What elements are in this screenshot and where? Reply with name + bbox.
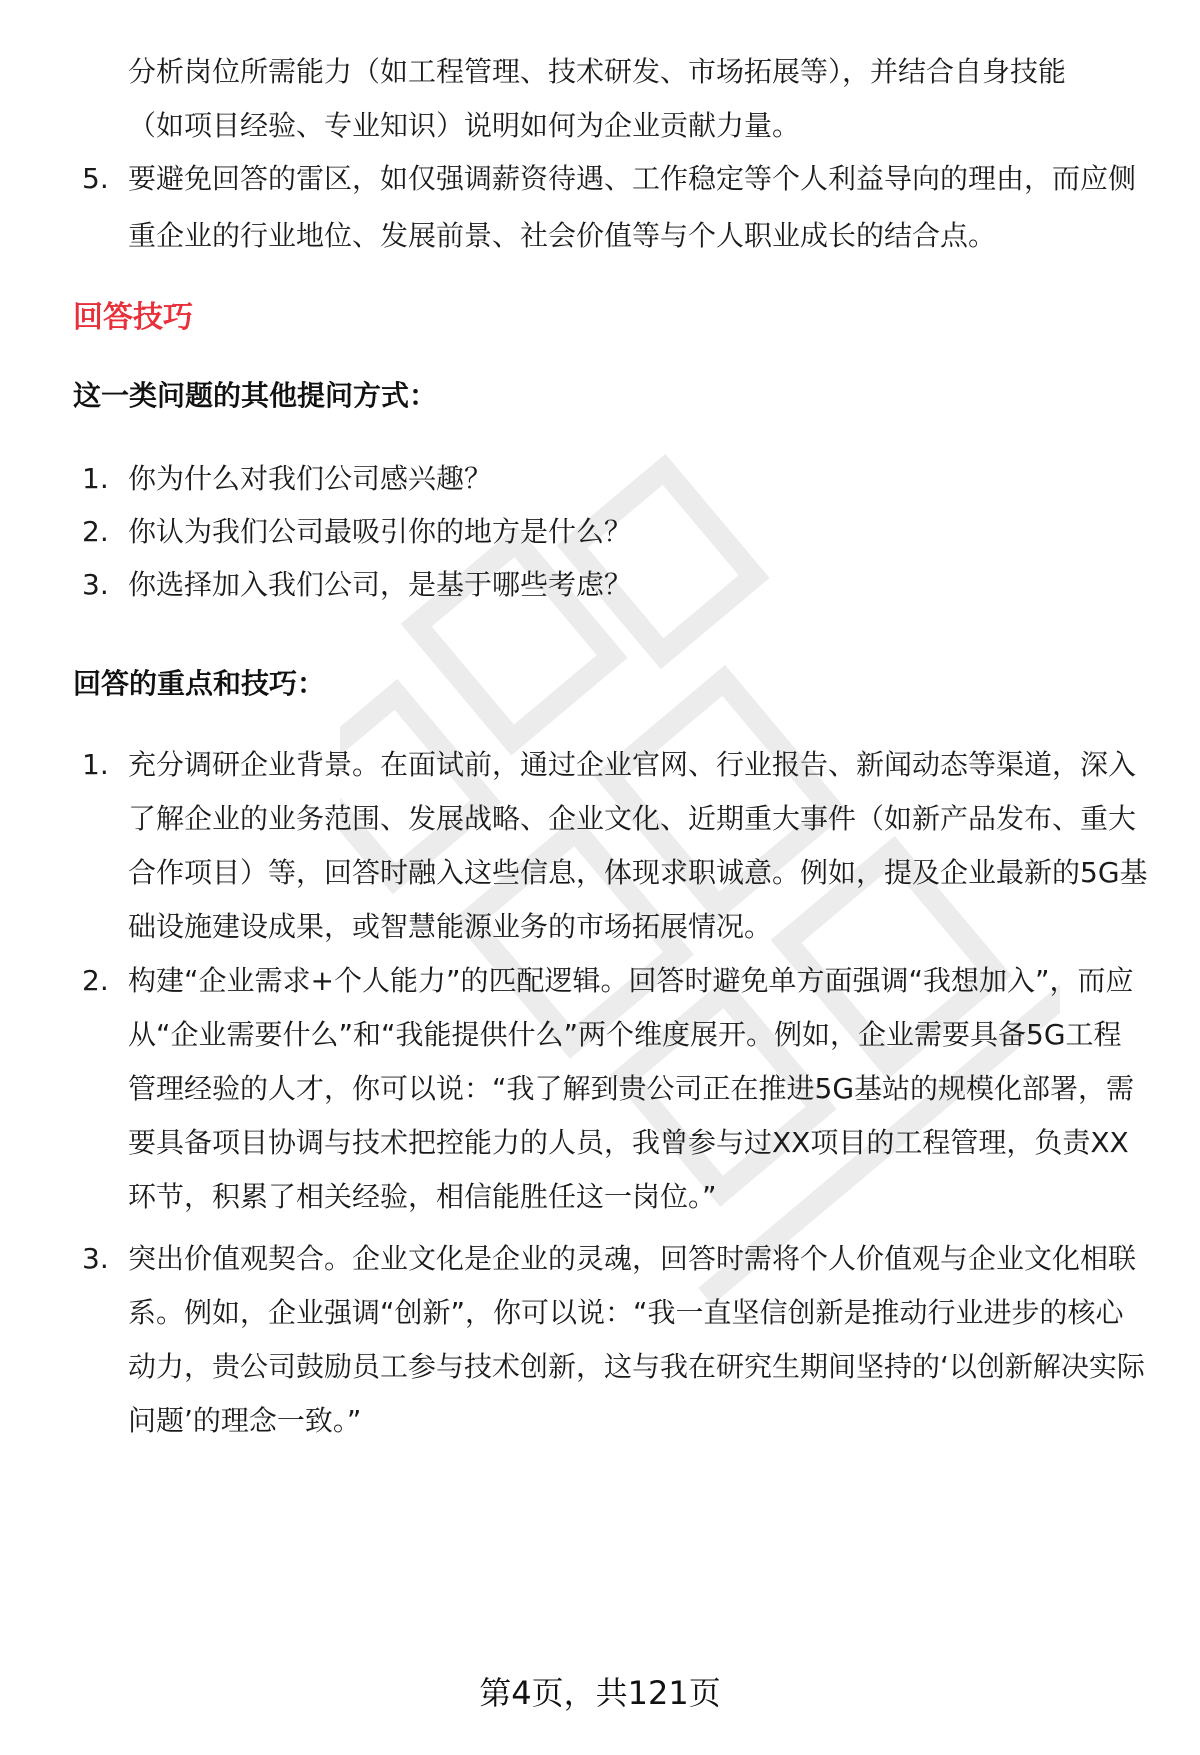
key-points-list bbox=[82, 738, 1148, 1448]
list-item-text: 突出价值观契合。企业文化是企业的灵魂，回答时需将个人价值观与企业文化相联系。例如，企业强调“创新”，你可以说：“我一直坚信创新是推动行业进步的核心动力，贵公司鼓励员工参与技术创新，这与我在研究生期间坚持的‘以创新解决实际问题’的理念一致。” bbox=[128, 1242, 1145, 1437]
list-item-number: 5. bbox=[82, 162, 109, 195]
list-item-text: 构建“企业需求+个人能力”的匹配逻辑。回答时避免单方面强调“我想加入”，而应从“企业需要什么”和“我能提供什么”两个维度展开。例如，企业需要具备5G工程管理经验的人才，你可以说：“我了解到贵公司正在推进5G基站的规模化部署，需要具备项目协调与技术把控能力的人员，我曾参与过XX项目的工程管理，负责XX环节，积累了相关经验，相信能胜任这一岗位。” bbox=[128, 964, 1135, 1213]
list-item-number: 2. bbox=[82, 964, 109, 997]
tips-list-continued bbox=[82, 150, 1148, 264]
section-title: 回答技巧 bbox=[73, 300, 193, 335]
list-item-text: 充分调研企业背景。在面试前，通过企业官网、行业报告、新闻动态等渠道，深入了解企业的业务范围、发展战略、企业文化、近期重大事件（如新产品发布、重大合作项目）等，回答时融入这些信息，体现求职诚意。例如，提及企业最新的5G基础设施建设成果，或智慧能源业务的市场拓展情况。 bbox=[128, 748, 1148, 943]
list-item-text: 你选择加入我们公司，是基于哪些考虑？ bbox=[128, 568, 633, 601]
key-points-heading: 回答的重点和技巧： bbox=[73, 667, 326, 700]
list-item bbox=[82, 452, 1148, 505]
list-item-text: 你认为我们公司最吸引你的地方是什么？ bbox=[128, 515, 633, 548]
list-item bbox=[82, 1232, 1148, 1448]
list-item bbox=[82, 558, 1148, 611]
page-footer: 第4页，共121页 bbox=[479, 1674, 721, 1712]
continuation-line-2: （如项目经验、专业知识）说明如何为企业贡献力量。 bbox=[128, 109, 801, 142]
other-ways-heading: 这一类问题的其他提问方式： bbox=[73, 379, 438, 412]
list-item-number: 3. bbox=[82, 1242, 109, 1275]
list-item-text: 要避免回答的雷区，如仅强调薪资待遇、工作稳定等个人利益导向的理由，而应侧重企业的行业地位、发展前景、社会价值等与个人职业成长的结合点。 bbox=[128, 162, 1137, 252]
list-item-number: 2. bbox=[82, 515, 109, 548]
list-item-number: 1. bbox=[82, 462, 109, 495]
list-item bbox=[82, 954, 1148, 1224]
other-ways-list bbox=[82, 452, 1148, 611]
list-item bbox=[82, 505, 1148, 558]
list-item bbox=[82, 738, 1148, 954]
continuation-line-1: 分析岗位所需能力（如工程管理、技术研发、市场拓展等），并结合自身技能 bbox=[128, 55, 1067, 88]
list-item-number: 3. bbox=[82, 568, 109, 601]
list-item-text: 你为什么对我们公司感兴趣？ bbox=[128, 462, 493, 495]
list-item bbox=[82, 150, 1148, 264]
list-item-number: 1. bbox=[82, 748, 109, 781]
